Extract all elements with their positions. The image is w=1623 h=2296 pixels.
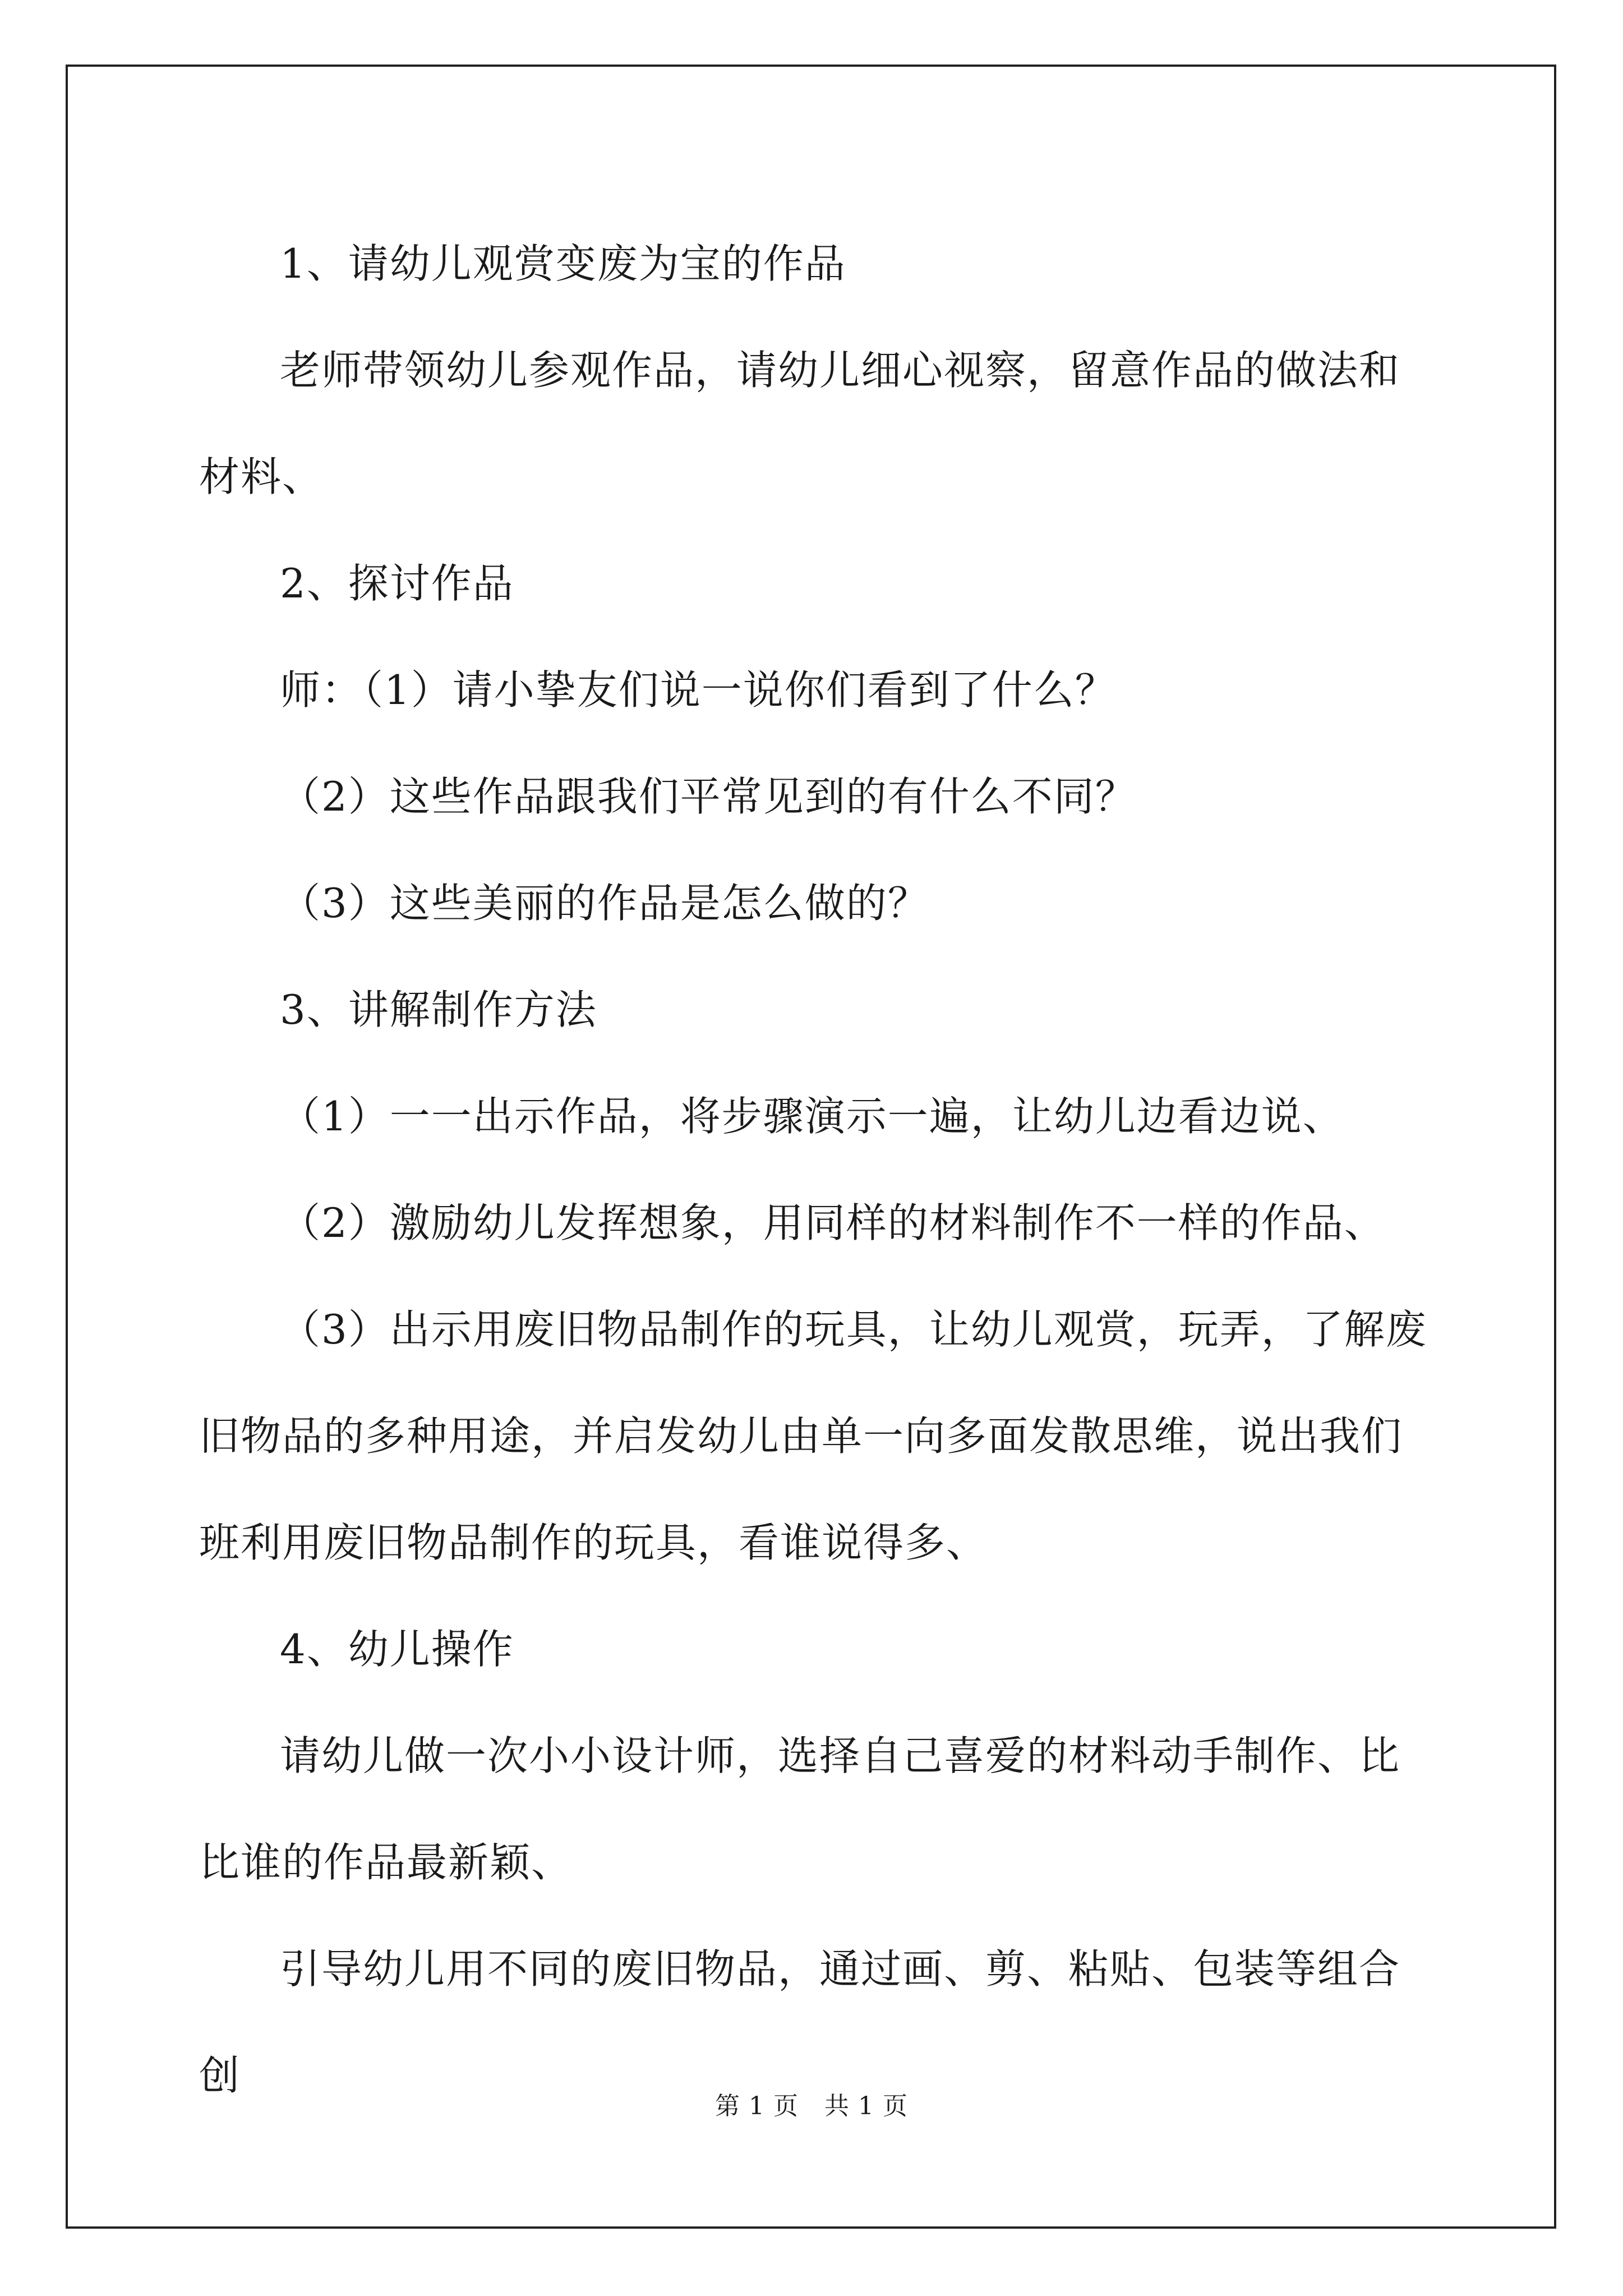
paragraph-heading-4: 4、幼儿操作 — [280, 1626, 514, 1673]
paragraph-heading-1: 1、请幼儿观赏变废为宝的作品 — [280, 240, 846, 287]
page-total: 共 1 页 — [824, 2092, 908, 2120]
paragraph-text: 师：（1）请小挚友们说一说你们看到了什么？ — [280, 666, 1117, 714]
paragraph-text: （3）出示用废旧物品制作的玩具，让幼儿观赏，玩弄，了解废旧物品的多种用途，并启发幼儿由单一向多面发散思维，说出我们班利用废旧物品制作的玩具，看谁说得多、 — [199, 1306, 1427, 1566]
paragraph-text: （3）这些美丽的作品是怎么做的？ — [280, 880, 929, 927]
document-body — [199, 210, 1433, 2129]
paragraph-heading-2: 2、探讨作品 — [280, 560, 514, 607]
paragraph-text: （1）一一出示作品，将步骤演示一遍，让幼儿边看边说、 — [280, 1093, 1344, 1140]
paragraph-text: 请幼儿做一次小小设计师，选择自己喜爱的材料动手制作、比比谁的作品最新颖、 — [199, 1732, 1401, 1886]
page-number: 第 1 页 — [715, 2092, 799, 2120]
paragraph-text: （2）激励幼儿发挥想象，用同样的材料制作不一样的作品、 — [280, 1199, 1386, 1246]
page-footer — [0, 2086, 1623, 2122]
paragraph-text: （2）这些作品跟我们平常见到的有什么不同？ — [280, 773, 1137, 820]
paragraph-text: 老师带领幼儿参观作品，请幼儿细心视察，留意作品的做法和材料、 — [199, 347, 1401, 500]
paragraph-text: 引导幼儿用不同的废旧物品，通过画、剪、粘贴、包装等组合创 — [199, 1945, 1401, 2099]
paragraph-heading-3: 3、讲解制作方法 — [280, 986, 597, 1033]
